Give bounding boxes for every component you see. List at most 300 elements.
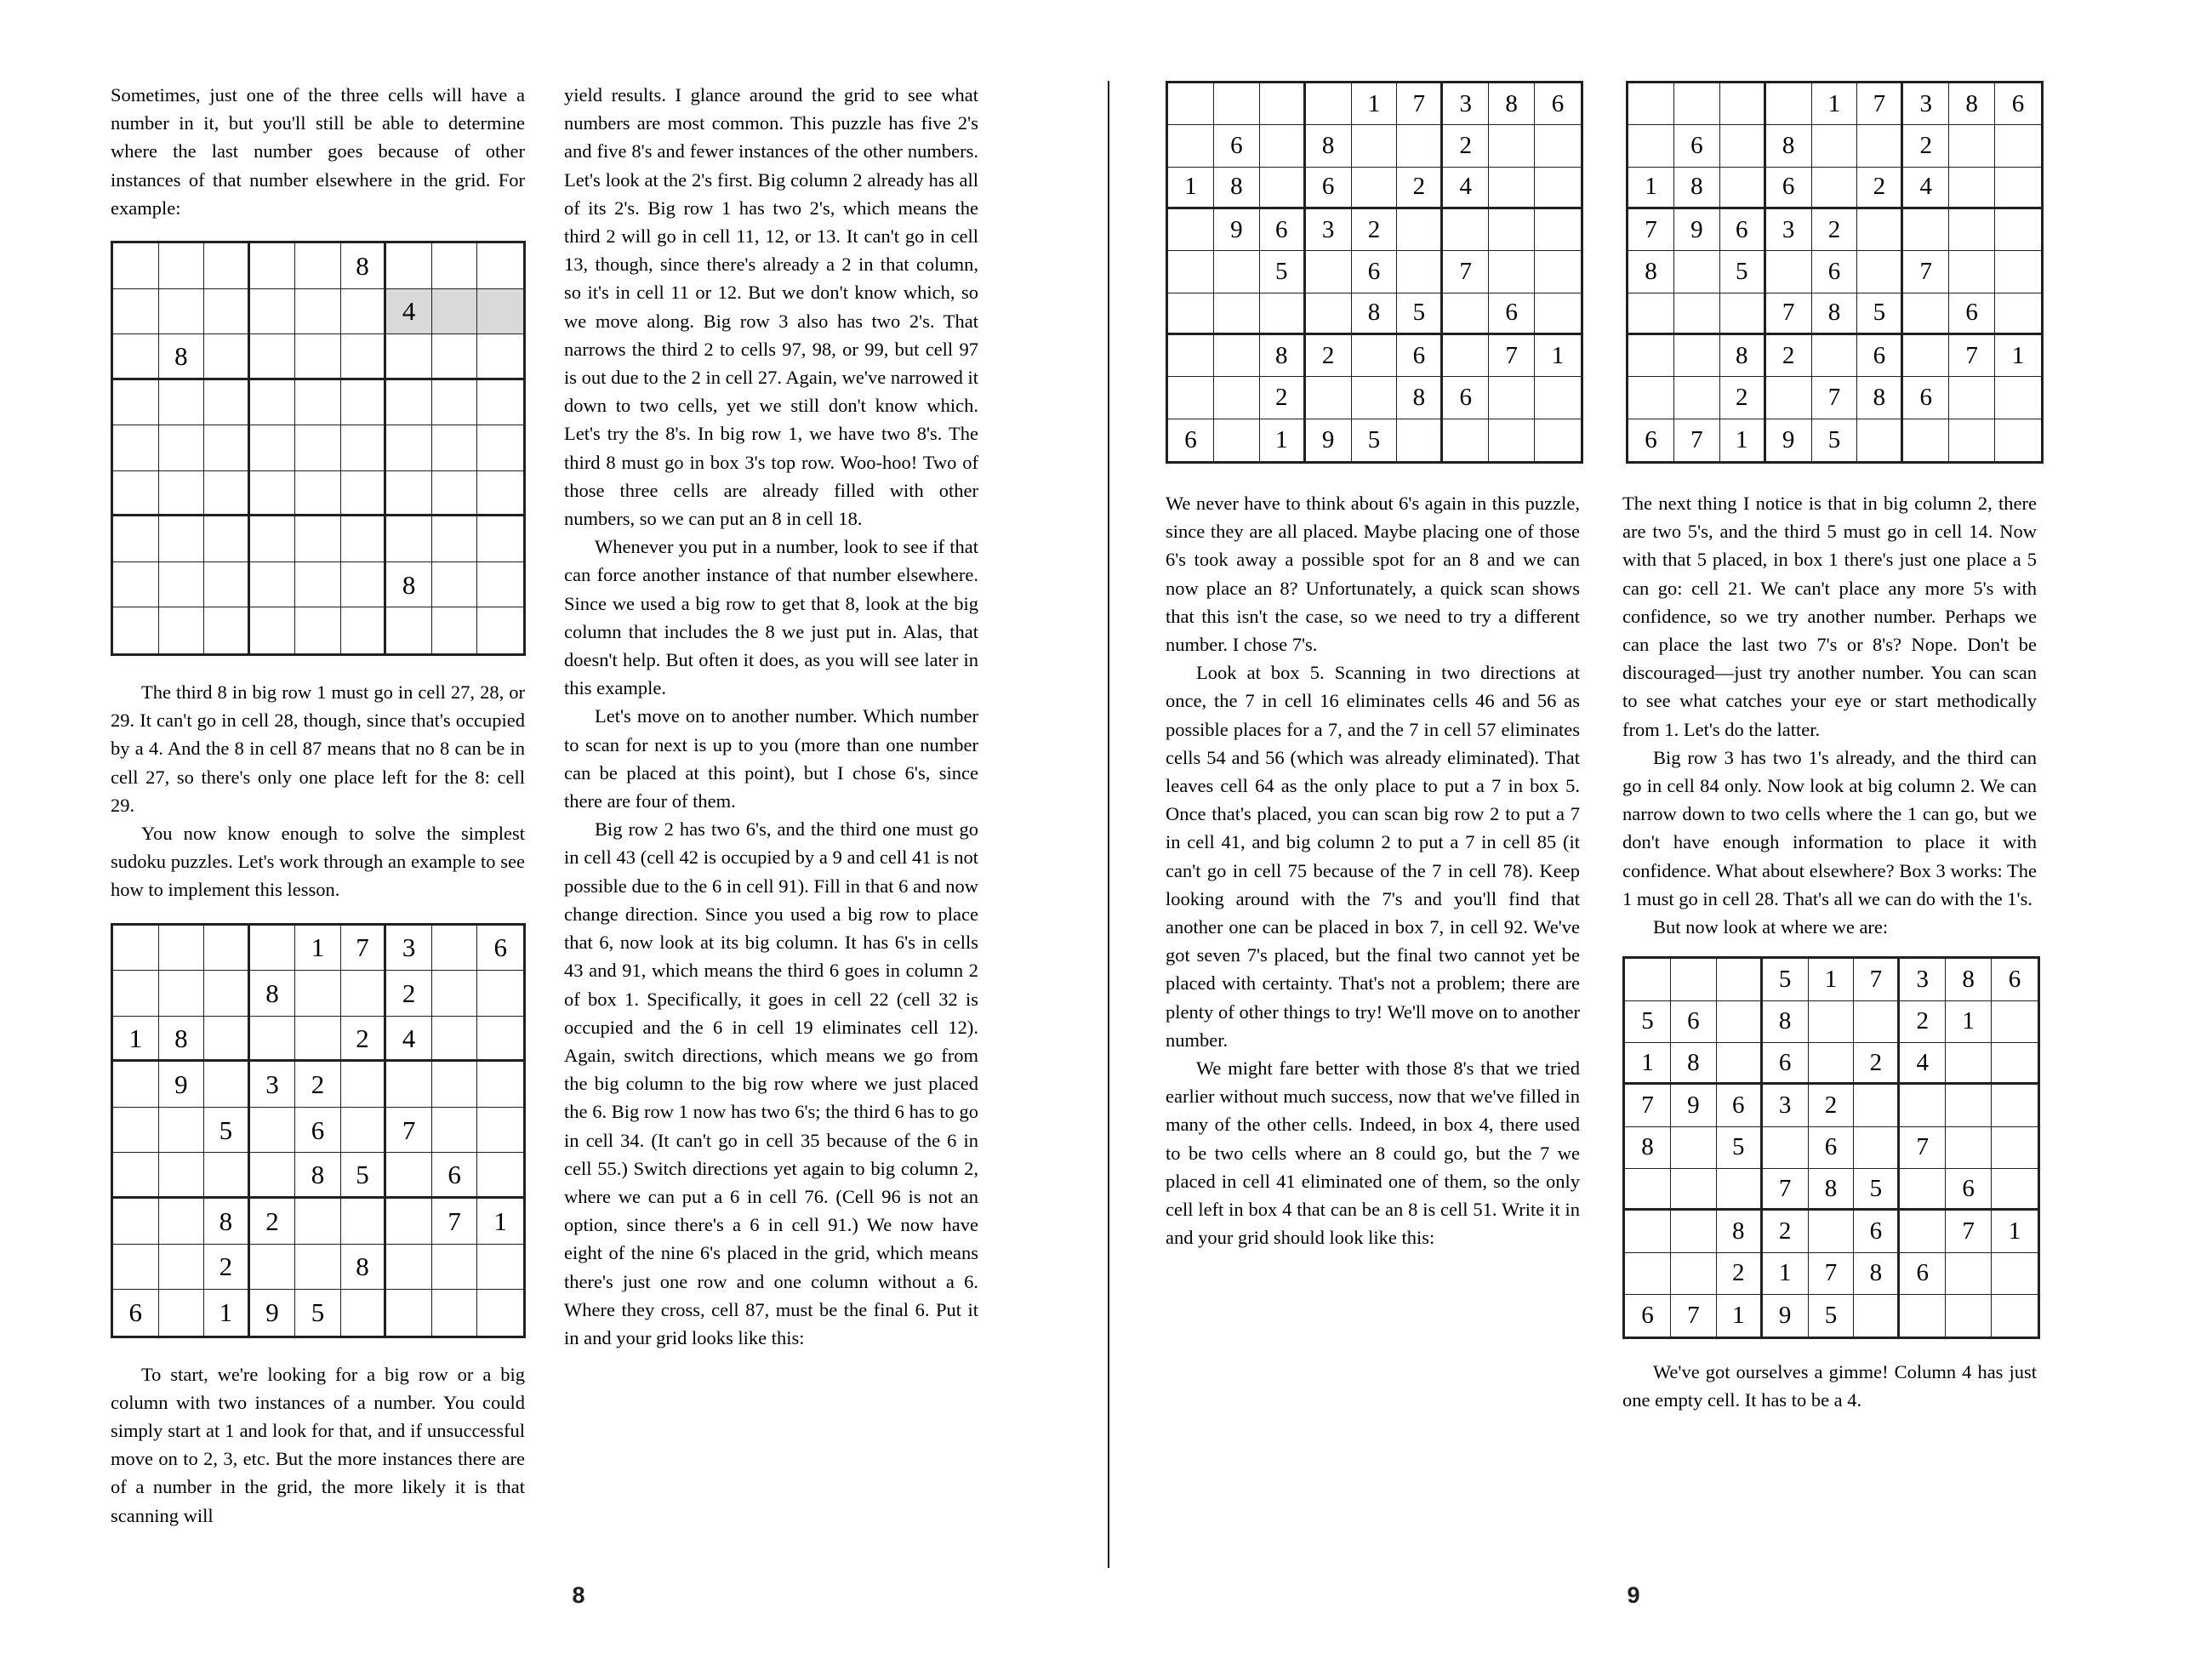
sudoku-cell [432,334,478,380]
sudoku-cell: 1 [1717,1295,1763,1337]
sudoku-cell: 6 [1628,419,1674,461]
sudoku-cell [1949,125,1995,167]
sudoku-cell: 9 [159,1062,205,1108]
sudoku-cell [1949,419,1995,461]
sudoku-cell: 8 [1671,1043,1717,1085]
right-column-1 [1166,489,1580,1415]
paragraph: We never have to think about 6's again in this puzzle, since they are all placed. Maybe placing one of those 6's took away a possible spot for an 8 and we can now place an 8? Unfortunately, a quick scan shows that this isn't the case, so we need to try a different number. I chose 7's. [1166,493,1580,656]
sudoku-cell [159,562,205,608]
sudoku-cell: 1 [1809,959,1855,1000]
sudoku-cell [1995,294,2041,335]
sudoku-cell [113,607,159,653]
sudoku-cell [250,1017,296,1063]
sudoku-cell: 6 [1306,168,1352,209]
sudoku-cell [341,1062,387,1108]
left-column-2 [564,81,978,1530]
sudoku-cell [1535,168,1581,209]
sudoku-cell [204,289,250,335]
sudoku-cell [1992,1043,2038,1085]
paragraph: The third 8 in big row 1 must go in cell 27, 28, or 29. It can't go in cell 28, though, since that's occupied by a 4. And the 8 in cell 87 means that no 8 can be in cell 27, so there's only one place left for the 8: cell 29. [111,681,525,816]
sudoku-cell: 1 [204,1290,250,1336]
sudoku-cell: 8 [1766,125,1812,167]
sudoku-cell [1306,377,1352,419]
sudoku-cell [295,425,341,471]
grid-after-sixes-placed [1166,81,1583,464]
sudoku-cell [341,516,387,562]
sudoku-cell [341,1199,387,1245]
sudoku-cell [1674,251,1720,293]
sudoku-cell: 6 [1489,294,1535,335]
sudoku-cell [1720,125,1766,167]
sudoku-cell: 2 [250,1199,296,1245]
sudoku-cell: 8 [1260,335,1306,377]
sudoku-cell: 9 [250,1290,296,1336]
sudoku-cell [1625,1211,1671,1252]
sudoku-cell [159,971,205,1017]
sudoku-cell [1352,168,1398,209]
sudoku-cell [204,926,250,972]
sudoku-cell: 3 [1766,209,1812,251]
sudoku-cell [1260,168,1306,209]
sudoku-cell [1214,294,1260,335]
sudoku-cell: 6 [1995,83,2041,125]
sudoku-cell [113,289,159,335]
sudoku-cell [432,1017,478,1063]
sudoku-cell: 4 [1903,168,1949,209]
sudoku-cell: 9 [1306,419,1352,461]
sudoku-cell [386,380,432,426]
sudoku-cell: 5 [1809,1295,1855,1337]
sudoku-cell: 1 [1628,168,1674,209]
sudoku-cell: 7 [1763,1169,1809,1211]
sudoku-cell [113,1153,159,1199]
sudoku-cell: 8 [1720,335,1766,377]
right-page-columns [1166,489,2101,1415]
sudoku-cell [204,607,250,653]
sudoku-cell: 8 [159,334,205,380]
sudoku-cell [477,1062,523,1108]
sudoku-cell [432,289,478,335]
sudoku-cell [159,1245,205,1291]
sudoku-cell [1628,294,1674,335]
sudoku-cell: 2 [1717,1253,1763,1295]
sudoku-cell [1766,377,1812,419]
sudoku-cell: 6 [1809,1127,1855,1169]
sudoku-cell [159,289,205,335]
sudoku-cell [477,1290,523,1336]
sudoku-cell [1995,125,2041,167]
sudoku-cell [1671,1253,1717,1295]
sudoku-cell [113,380,159,426]
sudoku-cell: 8 [1809,1169,1855,1211]
sudoku-cell: 8 [1306,125,1352,167]
figure-after-ones [1622,956,2037,1339]
sudoku-cell [477,471,523,517]
sudoku-cell [1671,959,1717,1000]
sudoku-cell [432,1290,478,1336]
sudoku-cell [1717,959,1763,1000]
sudoku-cell: 4 [1443,168,1489,209]
sudoku-cell: 7 [1900,1127,1946,1169]
sudoku-cell [1717,1169,1763,1211]
sudoku-cell [386,334,432,380]
sudoku-cell [341,289,387,335]
sudoku-cell [1628,125,1674,167]
sudoku-cell [295,516,341,562]
sudoku-cell: 2 [1763,1211,1809,1252]
sudoku-cell: 8 [295,1153,341,1199]
sudoku-cell: 1 [1992,1211,2038,1252]
sudoku-cell: 8 [1812,294,1858,335]
sudoku-cell: 6 [1812,251,1858,293]
sudoku-cell [1168,377,1214,419]
sudoku-cell: 8 [386,562,432,608]
sudoku-cell: 8 [1949,83,1995,125]
sudoku-cell [1443,419,1489,461]
grid-after-sevens-and-eight [1626,81,2044,464]
figure-after-sixes [1166,81,1583,464]
sudoku-cell: 4 [386,1017,432,1063]
sudoku-cell [477,562,523,608]
sudoku-cell [1949,251,1995,293]
sudoku-cell [432,607,478,653]
sudoku-cell: 8 [1674,168,1720,209]
sudoku-cell [1674,294,1720,335]
paragraph: You now know enough to solve the simplest sudoku puzzles. Let's work through an example to see how to implement this lesson. [111,823,525,901]
paragraph: We might fare better with those 8's that we tried earlier without much success, now that we've filled in many of the other cells. Indeed, in box 4, there used to be two cells where an 8 could go, but the 7 we placed in cell 41 eliminated one of them, so the only cell left in box 4 that can be an 8 is cell 51. Write it in and your grid should look like this: [1166,1057,1580,1249]
sudoku-cell: 6 [1168,419,1214,461]
sudoku-cell: 8 [341,243,387,289]
sudoku-cell [1625,1169,1671,1211]
sudoku-cell [113,1199,159,1245]
sudoku-cell: 6 [1766,168,1812,209]
sudoku-cell: 1 [1812,83,1858,125]
sudoku-cell [386,516,432,562]
sudoku-cell [204,516,250,562]
sudoku-cell: 6 [1535,83,1581,125]
sudoku-cell: 7 [1812,377,1858,419]
sudoku-cell: 8 [1854,1253,1900,1295]
sudoku-cell: 5 [1397,294,1443,335]
top-grid-row [1166,81,2101,464]
sudoku-cell [1168,209,1214,251]
sudoku-cell [1854,1001,1900,1043]
sudoku-cell: 2 [1854,1043,1900,1085]
sudoku-cell [341,1290,387,1336]
sudoku-cell: 2 [386,971,432,1017]
sudoku-cell: 8 [1625,1127,1671,1169]
sudoku-cell [477,1153,523,1199]
sudoku-cell [341,425,387,471]
sudoku-cell [204,425,250,471]
paragraph: Whenever you put in a number, look to see if that can force another instance of that number elsewhere. Since we used a big row to get that 8, look at the big column that includes the 8 we just put in. Alas, that doesn't help. But often it does, as you will see later in this example. [564,536,978,699]
sudoku-cell: 6 [477,926,523,972]
sudoku-cell [204,562,250,608]
sudoku-cell [1995,377,2041,419]
sudoku-cell: 2 [1443,125,1489,167]
paragraph: We've got ourselves a gimme! Column 4 has just one empty cell. It has to be a 4. [1622,1361,2037,1411]
sudoku-cell [1857,251,1903,293]
sudoku-cell [1489,125,1535,167]
sudoku-cell [204,1062,250,1108]
sudoku-cell [1900,1169,1946,1211]
sudoku-cell [432,380,478,426]
sudoku-cell: 4 [386,289,432,335]
sudoku-cell: 1 [477,1199,523,1245]
sudoku-cell [295,562,341,608]
left-column-1 [111,81,525,1530]
sudoku-cell [1992,1169,2038,1211]
sudoku-cell [295,1017,341,1063]
sudoku-cell: 5 [1854,1169,1900,1211]
sudoku-cell [1671,1211,1717,1252]
sudoku-cell [477,516,523,562]
sudoku-cell [432,926,478,972]
sudoku-cell: 3 [1903,83,1949,125]
sudoku-cell: 6 [1625,1295,1671,1337]
sudoku-cell: 6 [1949,294,1995,335]
sudoku-cell: 3 [1306,209,1352,251]
sudoku-cell [1489,168,1535,209]
sudoku-cell [113,926,159,972]
sudoku-cell [250,334,296,380]
sudoku-cell: 2 [295,1062,341,1108]
sudoku-cell: 2 [1900,1001,1946,1043]
sudoku-cell [1903,209,1949,251]
sudoku-cell [1214,377,1260,419]
sudoku-cell [1949,377,1995,419]
sudoku-cell [250,516,296,562]
sudoku-cell [1766,251,1812,293]
sudoku-cell: 5 [1352,419,1398,461]
sudoku-cell [1535,377,1581,419]
sudoku-cell: 5 [1720,251,1766,293]
sudoku-cell: 1 [1535,335,1581,377]
sudoku-cell: 6 [432,1153,478,1199]
sudoku-cell [295,289,341,335]
sudoku-cell [432,1245,478,1291]
sudoku-cell [295,1245,341,1291]
sudoku-cell: 5 [1812,419,1858,461]
sudoku-cell [295,471,341,517]
sudoku-cell: 9 [1671,1085,1717,1126]
sudoku-cell [477,607,523,653]
sudoku-cell [1260,294,1306,335]
sudoku-cell [1535,209,1581,251]
sudoku-cell [1214,251,1260,293]
sudoku-cell [386,471,432,517]
sudoku-cell [113,334,159,380]
sudoku-cell: 8 [159,1017,205,1063]
sudoku-cell [295,334,341,380]
sudoku-cell [159,607,205,653]
sudoku-cell [295,243,341,289]
sudoku-cell: 6 [1717,1085,1763,1126]
sudoku-cell [1489,251,1535,293]
sudoku-cell [159,471,205,517]
sudoku-cell [341,607,387,653]
sudoku-cell: 8 [1763,1001,1809,1043]
sudoku-cell [1946,1127,1992,1169]
sudoku-cell: 7 [1628,209,1674,251]
sudoku-cell: 2 [1809,1085,1855,1126]
sudoku-cell: 2 [1306,335,1352,377]
sudoku-cell: 2 [1857,168,1903,209]
paragraph: Let's move on to another number. Which number to scan for next is up to you (more than one number can be placed at this point), but I chose 6's, since there are four of them. [564,705,978,812]
sudoku-cell: 8 [1489,83,1535,125]
sudoku-cell [1720,294,1766,335]
sudoku-cell [1168,251,1214,293]
sudoku-cell [204,471,250,517]
sudoku-cell [1946,1085,1992,1126]
sudoku-cell [1397,419,1443,461]
sudoku-cell: 6 [1214,125,1260,167]
sudoku-cell [295,971,341,1017]
sudoku-cell: 3 [1443,83,1489,125]
sudoku-cell: 7 [1443,251,1489,293]
sudoku-cell [1628,335,1674,377]
sudoku-cell: 9 [1214,209,1260,251]
sudoku-cell [204,334,250,380]
sudoku-cell [250,607,296,653]
sudoku-cell [1214,335,1260,377]
sudoku-cell: 5 [1763,959,1809,1000]
sudoku-cell: 5 [1857,294,1903,335]
left-page-columns [111,81,1046,1530]
sudoku-cell: 9 [1674,209,1720,251]
sudoku-cell [1995,419,2041,461]
sudoku-cell [159,516,205,562]
sudoku-cell [1489,209,1535,251]
sudoku-cell: 2 [341,1017,387,1063]
sudoku-cell: 6 [295,1108,341,1154]
sudoku-cell: 7 [1625,1085,1671,1126]
sudoku-cell [386,1062,432,1108]
sudoku-cell [1306,294,1352,335]
sudoku-cell [386,1290,432,1336]
sudoku-cell [386,1199,432,1245]
sudoku-cell: 7 [1397,83,1443,125]
sudoku-cell [1535,419,1581,461]
sudoku-cell: 6 [1763,1043,1809,1085]
sudoku-cell [204,380,250,426]
sudoku-cell: 2 [1903,125,1949,167]
sudoku-cell [341,471,387,517]
sudoku-cell [159,1290,205,1336]
sudoku-cell [1946,1043,1992,1085]
sudoku-cell [477,1245,523,1291]
sudoku-cell: 8 [1717,1211,1763,1252]
sudoku-cell [1900,1295,1946,1337]
sudoku-cell [295,607,341,653]
sudoku-cell [1992,1127,2038,1169]
sudoku-cell [1489,419,1535,461]
sudoku-cell [432,971,478,1017]
sudoku-cell [1397,209,1443,251]
sudoku-cell: 8 [1946,959,1992,1000]
sudoku-cell [1995,251,2041,293]
right-column-2 [1622,489,2037,1415]
sudoku-cell: 7 [1946,1211,1992,1252]
sudoku-cell: 7 [1854,959,1900,1000]
sudoku-cell [1260,125,1306,167]
sudoku-cell: 1 [1625,1043,1671,1085]
sudoku-cell [250,1153,296,1199]
sudoku-cell: 5 [1625,1001,1671,1043]
sudoku-cell: 7 [1809,1253,1855,1295]
sudoku-cell: 9 [1763,1295,1809,1337]
sudoku-cell: 8 [341,1245,387,1291]
sudoku-cell [250,562,296,608]
sudoku-cell: 5 [204,1108,250,1154]
figure-starting-puzzle [111,923,525,1338]
sudoku-cell: 5 [1260,251,1306,293]
sudoku-cell [386,1245,432,1291]
sudoku-cell [1671,1169,1717,1211]
paragraph: Big row 2 has two 6's, and the third one must go in cell 43 (cell 42 is occupied by a 9 and cell 41 is not possible due to the 6 in cell 91). Fill in that 6 and now change direction. Since you used a big row to place that 6, now look at its big column. It has 6's in cells 43 and 91, which means the third 6 goes in column 2 of box 1. Specifically, it goes in cell 22 (cell 32 is occupied and the 6 in cell 19 eliminates cell 12). Again, switch directions, which means we go from the big column to the big row where we just placed the 6. Big row 1 now has two 6's; the third 6 has to go in cell 34. (It can't go in cell 35 because of the 6 in cell 55.) Switch directions yet again to big column 2, where we can put a 6 in cell 76. (Cell 96 is not an option, since there's a 6 in cell 91.) We now have eight of the nine 6's placed in the grid, which means there's just one row and one column without a 6. Where they cross, cell 87, must be the final 6. Put it in and your grid looks like this: [564,818,978,1348]
sudoku-cell [341,334,387,380]
sudoku-cell [1717,1043,1763,1085]
sudoku-cell: 8 [1628,251,1674,293]
sudoku-cell [204,1153,250,1199]
sudoku-cell [1674,83,1720,125]
paragraph: yield results. I glance around the grid to see what numbers are most common. This puzzle has five 2's and five 8's and fewer instances of the other numbers. Let's look at the 2's first. Big column 2 already has all of its 2's. Big row 1 has two 2's, which means the third 2 will go in cell 11, 12, or 13. It can't go in cell 13, though, since there's already a 2 in that column, so it's in cell 11 or 12. But we don't know which, so we move along. Big row 3 also has two 2's. That narrows the third 2 to cells 97, 98, or 99, but cell 97 is out due to the 2 in cell 27. Again, we've narrowed it down to two cells, yet we still don't know which. Let's try the 8's. In big row 1, we have two 8's. The third 8 must go in box 3's top row. Woo-hoo! Two of those three cells are already filled with other numbers, so we can put an 8 in cell 18. [564,84,978,530]
sudoku-cell: 6 [1397,335,1443,377]
sudoku-cell [432,1062,478,1108]
sudoku-cell [159,926,205,972]
sudoku-cell [204,1017,250,1063]
sudoku-cell [250,243,296,289]
sudoku-cell [1854,1127,1900,1169]
sudoku-cell [1766,83,1812,125]
sudoku-cell [1168,335,1214,377]
sudoku-cell [386,425,432,471]
sudoku-cell [1992,1295,2038,1337]
sudoku-cell [1674,377,1720,419]
sudoku-cell: 7 [1674,419,1720,461]
sudoku-cell [159,243,205,289]
sudoku-cell [341,380,387,426]
sudoku-cell [1949,209,1995,251]
paragraph: Big row 3 has two 1's already, and the third can go in cell 84 only. Now look at big column 2. We can narrow down to two cells where the 1 can go, but we don't have enough information to place it with confidence. What about elsewhere? Box 3 works: The 1 must go in cell 28. That's all we can do with the 1's. [1622,746,2037,909]
right-page [1106,0,2212,1670]
sudoku-cell [432,243,478,289]
sudoku-cell [1809,1043,1855,1085]
sudoku-cell [1168,125,1214,167]
sudoku-cell: 7 [1671,1295,1717,1337]
sudoku-cell [1625,1253,1671,1295]
sudoku-cell [113,971,159,1017]
sudoku-cell [477,380,523,426]
sudoku-cell [250,425,296,471]
sudoku-cell [1809,1211,1855,1252]
sudoku-cell: 3 [386,926,432,972]
sudoku-cell: 7 [386,1108,432,1154]
sudoku-cell [1854,1295,1900,1337]
sudoku-cell [1992,1253,2038,1295]
sudoku-cell [1763,1127,1809,1169]
sudoku-cell [113,243,159,289]
sudoku-cell [1168,294,1214,335]
sudoku-cell [1720,83,1766,125]
sudoku-cell: 6 [1903,377,1949,419]
sudoku-cell: 7 [432,1199,478,1245]
sudoku-cell [1992,1001,2038,1043]
sudoku-cell [1397,251,1443,293]
page-number-left: 8 [572,1582,585,1608]
sudoku-cell: 6 [1992,959,2038,1000]
sudoku-cell [159,1199,205,1245]
